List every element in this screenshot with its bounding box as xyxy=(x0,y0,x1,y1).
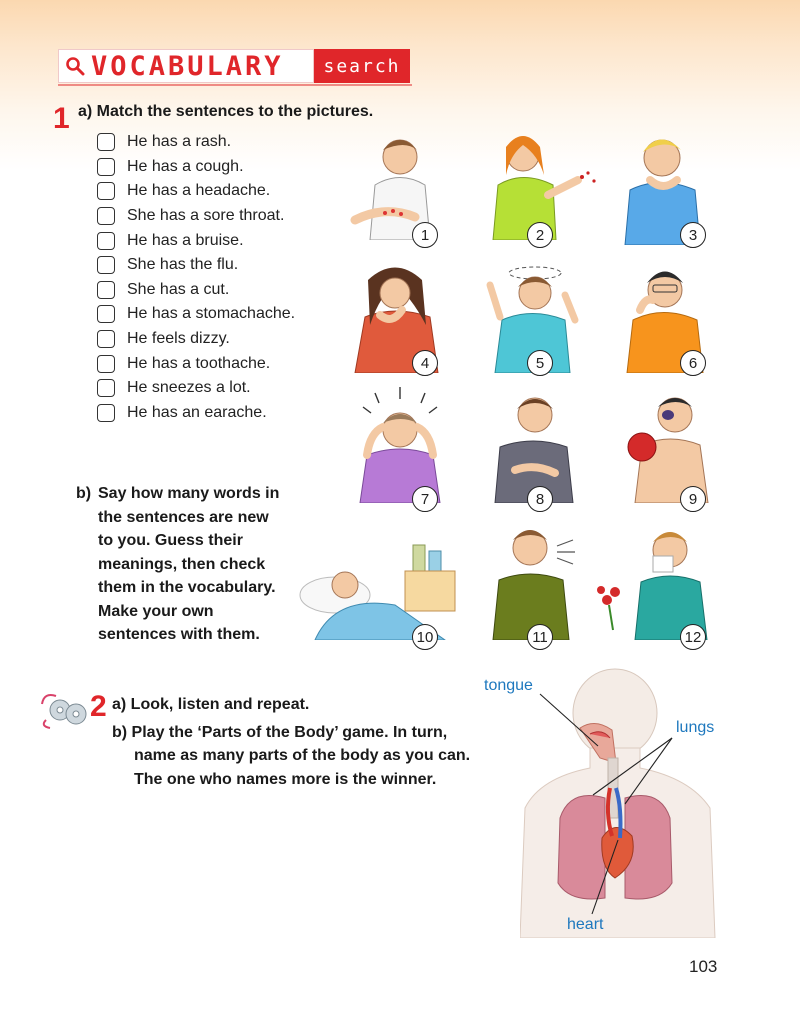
list-item xyxy=(97,253,295,278)
illustration-bruise xyxy=(620,385,715,503)
list-item xyxy=(97,179,295,204)
illustration-sneeze xyxy=(595,520,715,640)
checkbox[interactable] xyxy=(97,404,115,422)
list-item xyxy=(97,351,295,376)
sentence-text: She has the flu. xyxy=(127,256,239,274)
checkbox[interactable] xyxy=(97,158,115,176)
checkbox[interactable] xyxy=(97,133,115,151)
exercise-2-number: 2 xyxy=(90,690,107,723)
checkbox[interactable] xyxy=(97,207,115,225)
exercise-1a-instruction: a) Match the sentences to the pictures. xyxy=(78,103,374,120)
picture-number: 6 xyxy=(680,350,706,376)
magnifier-icon xyxy=(65,56,85,76)
sentence-text: He has a stomachache. xyxy=(127,305,296,323)
exercise-2b-line: The one who names more is the winner. xyxy=(134,770,437,788)
illustration-sick-in-bed xyxy=(295,525,467,640)
checkbox[interactable] xyxy=(97,281,115,299)
illustration-stomachache xyxy=(485,385,585,503)
checkbox[interactable] xyxy=(97,232,115,250)
sentence-text: He has a toothache. xyxy=(127,354,271,372)
illustration-cough xyxy=(485,518,585,640)
list-item xyxy=(97,327,295,352)
lungs-label: lungs xyxy=(676,719,715,736)
picture-number: 1 xyxy=(412,222,438,248)
picture-number: 7 xyxy=(412,486,438,512)
header-tag: search xyxy=(314,49,410,83)
exercise-2b-line: b) Play the ‘Parts of the Body’ game. In turn, xyxy=(112,723,448,741)
sentence-text: He has a rash. xyxy=(127,133,232,151)
exercise-2b-line: name as many parts of the body as you can. xyxy=(134,747,471,764)
sentence-text: He has an earache. xyxy=(127,403,267,421)
list-item xyxy=(97,204,295,229)
sentence-text: She has a sore throat. xyxy=(127,207,285,225)
audio-cd-icon[interactable] xyxy=(38,690,90,730)
sentence-text: He sneezes a lot. xyxy=(127,379,251,397)
picture-number: 10 xyxy=(412,624,438,650)
heart-label: heart xyxy=(567,916,604,933)
sentence-checklist xyxy=(97,130,295,425)
vocabulary-box xyxy=(58,49,314,83)
checkbox[interactable] xyxy=(97,379,115,397)
checkbox[interactable] xyxy=(97,305,115,323)
sentence-text: She has a cut. xyxy=(127,280,230,298)
sentence-text: He has a headache. xyxy=(127,182,271,200)
exercise-1-number: 1 xyxy=(53,102,70,135)
list-item xyxy=(97,228,295,253)
part-b-label: b) xyxy=(76,485,92,502)
illustration-rash xyxy=(345,125,455,240)
picture-number: 2 xyxy=(527,222,553,248)
sentence-text: He has a bruise. xyxy=(127,231,244,249)
list-item xyxy=(97,302,295,327)
checkbox[interactable] xyxy=(97,256,115,274)
picture-number: 3 xyxy=(680,222,706,248)
sentence-text: He has a cough. xyxy=(127,157,244,175)
checkbox[interactable] xyxy=(97,330,115,348)
list-item xyxy=(97,130,295,155)
exercise-2a-instruction: a) Look, listen and repeat. xyxy=(112,696,310,713)
header-underline xyxy=(58,84,412,86)
exercise-1b-instruction xyxy=(76,482,291,647)
page-number: 103 xyxy=(689,957,718,976)
list-item xyxy=(97,278,295,303)
part-b-line: meanings, then check xyxy=(98,555,266,573)
sentence-text: He feels dizzy. xyxy=(127,330,230,348)
picture-number: 12 xyxy=(680,624,706,650)
picture-number: 8 xyxy=(527,486,553,512)
illustration-headache xyxy=(345,385,455,503)
part-b-line: sentences with them. xyxy=(98,626,260,643)
picture-number: 4 xyxy=(412,350,438,376)
exercise-2-instructions xyxy=(112,693,471,791)
list-item xyxy=(97,401,295,426)
list-item xyxy=(97,376,295,401)
part-b-line: Make your own xyxy=(98,602,214,620)
part-b-line: them in the vocabulary. xyxy=(98,579,276,596)
picture-number: 9 xyxy=(680,486,706,512)
part-b-line: the sentences are new xyxy=(98,508,269,526)
part-b-line: to you. Guess their xyxy=(98,532,243,549)
tongue-label: tongue xyxy=(484,677,533,694)
vocabulary-search-header xyxy=(58,49,410,83)
part-b-line: Say how many words in xyxy=(98,485,280,502)
header-title: VOCABULARY xyxy=(91,50,284,82)
checkbox[interactable] xyxy=(97,355,115,373)
picture-number: 5 xyxy=(527,350,553,376)
picture-number: 11 xyxy=(527,624,553,650)
checkbox[interactable] xyxy=(97,182,115,200)
list-item xyxy=(97,155,295,180)
